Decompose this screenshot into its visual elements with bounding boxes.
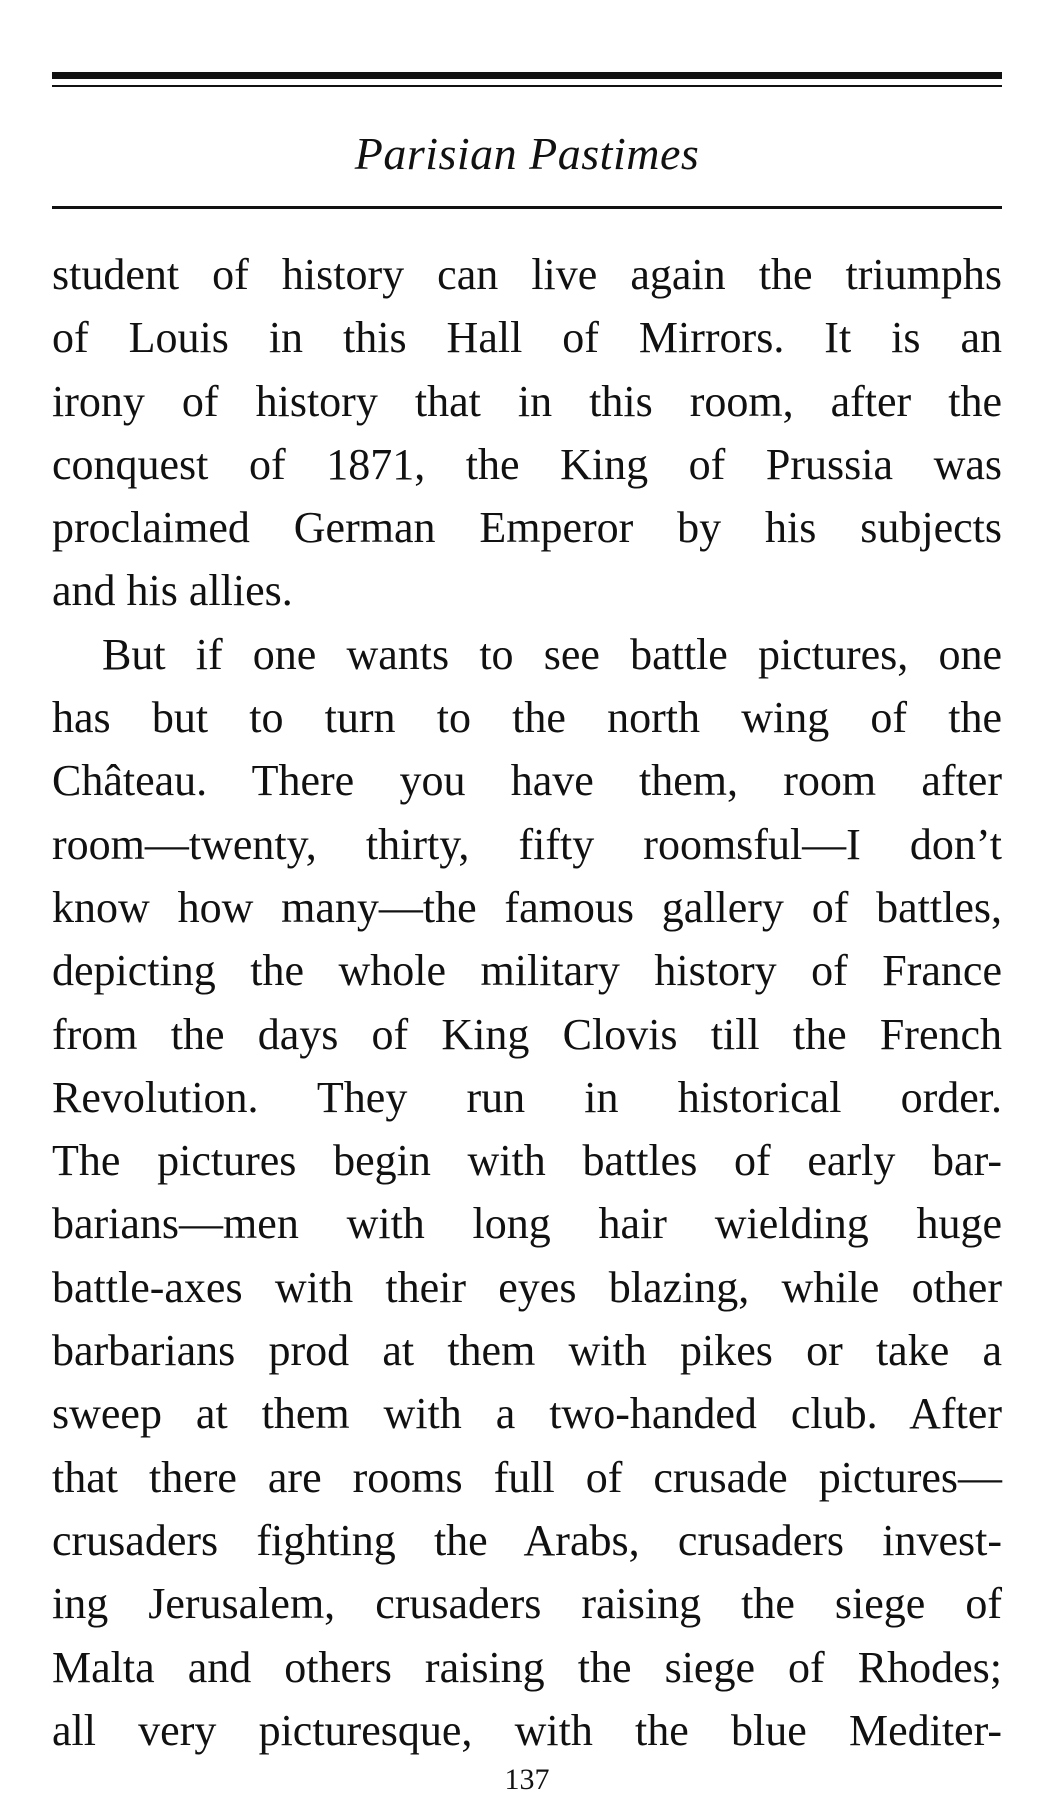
running-head: Parisian Pastimes: [354, 128, 700, 179]
text-line: barbarians prod at them with pikes or take a: [52, 1326, 1002, 1376]
text-line: room—twenty, thirty, fifty roomsful—I don’t: [52, 819, 1002, 869]
paragraph-1: [52, 243, 1002, 623]
header-rule-thick: [52, 72, 1002, 79]
paragraph-2: [52, 623, 1002, 1762]
body-text: [52, 243, 1002, 1762]
text-line: know how many—the famous gallery of battles,: [52, 882, 1002, 932]
text-line: Revolution. They run in historical order.: [52, 1072, 1002, 1122]
text-line: of Louis in this Hall of Mirrors. It is an: [52, 313, 1002, 363]
text-line: that there are rooms full of crusade pictures—: [52, 1452, 1002, 1502]
text-line: Château. There you have them, room after: [52, 756, 1002, 806]
text-line: all very picturesque, with the blue Mediter-: [52, 1705, 1002, 1755]
text-line: battle-axes with their eyes blazing, while other: [52, 1262, 1002, 1312]
text-line: crusaders fighting the Arabs, crusaders invest-: [52, 1515, 1002, 1565]
text-line: has but to turn to the north wing of the: [52, 693, 1002, 743]
text-line: Malta and others raising the siege of Rhodes;: [52, 1642, 1002, 1692]
header-rule-bottom: [52, 206, 1002, 209]
text-line: student of history can live again the triumphs: [52, 250, 1002, 299]
text-line: But if one wants to see battle pictures, one: [102, 629, 1002, 679]
text-line: conquest of 1871, the King of Prussia was: [52, 439, 1002, 489]
page-number: 137: [504, 1763, 550, 1796]
text-line: barians—men with long hair wielding huge: [52, 1199, 1002, 1249]
text-line: proclaimed German Emperor by his subjects: [52, 503, 1002, 553]
text-line: irony of history that in this room, after the: [52, 376, 1002, 426]
text-line: The pictures begin with battles of early bar-: [52, 1136, 1002, 1186]
text-line: depicting the whole military history of France: [52, 946, 1002, 996]
text-line: sweep at them with a two-handed club. After: [52, 1389, 1002, 1439]
text-line: from the days of King Clovis till the French: [52, 1009, 1002, 1059]
text-line: ing Jerusalem, crusaders raising the siege of: [52, 1579, 1002, 1629]
header-rule-thin: [52, 85, 1002, 87]
text-line: and his allies.: [52, 566, 293, 616]
